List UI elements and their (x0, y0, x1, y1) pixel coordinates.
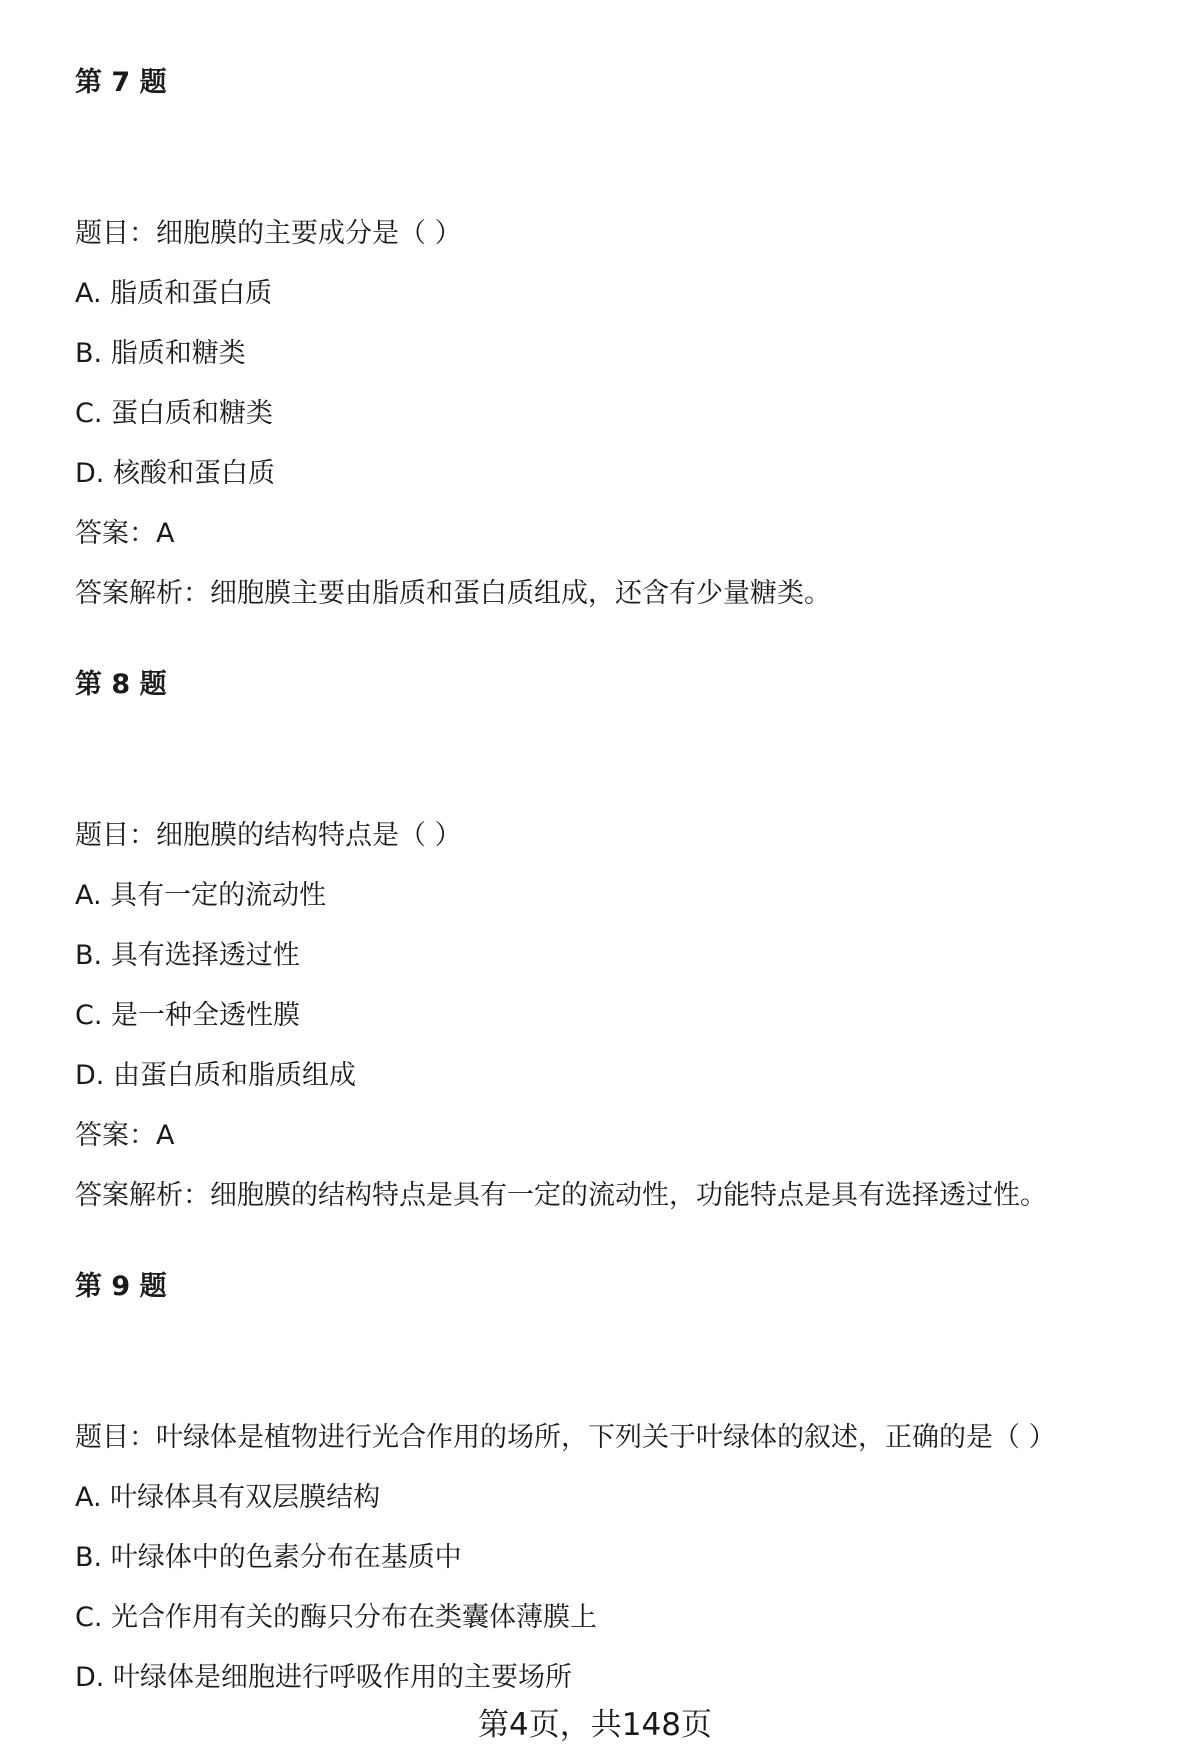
question-7-stem: 题目：细胞膜的主要成分是（ ） (75, 218, 462, 249)
question-9-stem: 题目：叶绿体是植物进行光合作用的场所，下列关于叶绿体的叙述，正确的是（ ） (75, 1422, 1056, 1453)
question-8-stem: 题目：细胞膜的结构特点是（ ） (75, 820, 462, 851)
question-9-option-b: B. 叶绿体中的色素分布在基质中 (75, 1542, 462, 1573)
question-9-option-c: C. 光合作用有关的酶只分布在类囊体薄膜上 (75, 1602, 598, 1633)
question-8-analysis: 答案解析：细胞膜的结构特点是具有一定的流动性，功能特点是具有选择透过性。 (75, 1180, 1047, 1211)
question-7-option-d: D. 核酸和蛋白质 (75, 458, 275, 489)
question-9-option-d: D. 叶绿体是细胞进行呼吸作用的主要场所 (75, 1662, 572, 1693)
question-7-option-c: C. 蛋白质和糖类 (75, 398, 274, 429)
question-7-option-a: A. 脂质和蛋白质 (75, 278, 273, 309)
question-8-option-a: A. 具有一定的流动性 (75, 880, 327, 911)
question-8-option-c: C. 是一种全透性膜 (75, 1000, 301, 1031)
page-number-footer: 第4页，共148页 (478, 1707, 712, 1743)
question-7-option-b: B. 脂质和糖类 (75, 338, 246, 369)
question-9-option-a: A. 叶绿体具有双层膜结构 (75, 1482, 381, 1513)
question-7-answer: 答案：A (75, 518, 175, 549)
question-8-option-d: D. 由蛋白质和脂质组成 (75, 1060, 356, 1091)
question-8-option-b: B. 具有选择透过性 (75, 940, 300, 971)
question-9-heading: 第 9 题 (75, 1271, 167, 1302)
question-8-answer: 答案：A (75, 1120, 175, 1151)
question-7-heading: 第 7 题 (75, 67, 167, 98)
question-8-heading: 第 8 题 (75, 669, 167, 700)
question-7-analysis: 答案解析：细胞膜主要由脂质和蛋白质组成，还含有少量糖类。 (75, 578, 831, 609)
